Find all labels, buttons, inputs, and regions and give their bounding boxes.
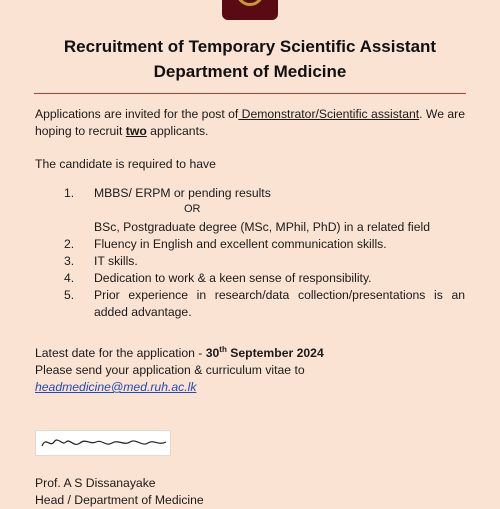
send-instructions: Please send your application & curriculum vitae to	[35, 363, 305, 377]
deadline-line: Latest date for the application - 30th September 2024	[35, 344, 324, 360]
requirements-list	[64, 185, 465, 202]
list-item: 1. MBBS/ ERPM or pending results	[64, 186, 271, 200]
signature-image	[35, 430, 171, 456]
requirements-heading: The candidate is required to have	[35, 157, 216, 171]
list-item: 5. Prior experience in research/data collection/presentations is an added advantage.	[64, 288, 465, 319]
list-item: 3. IT skills.	[64, 254, 138, 268]
signatory-name: Prof. A S Dissanayake	[35, 476, 156, 490]
list-item: 2. Fluency in English and excellent communication skills.	[64, 237, 387, 251]
university-crest-logo	[222, 0, 278, 20]
or-separator: OR	[184, 203, 201, 215]
applicant-count: two	[125, 124, 147, 138]
divider	[34, 93, 466, 94]
list-item: BSc, Postgraduate degree (MSc, MPhil, PhD) in a related field	[94, 220, 430, 234]
list-item: 4. Dedication to work & a keen sense of responsibility.	[64, 271, 372, 285]
email-link[interactable]: headmedicine@med.ruh.ac.lk	[35, 380, 197, 394]
post-name: Demonstrator/Scientific assistant	[238, 107, 420, 121]
page-title: Recruitment of Temporary Scientific Assistant	[63, 37, 437, 56]
signatory-title: Head / Department of Medicine	[35, 493, 204, 507]
department-title: Department of Medicine	[153, 62, 347, 81]
deadline-date: 30th September 2024	[205, 344, 324, 360]
intro-paragraph: Applications are invited for the post of Demonstrator/Scientific assistant. We are hoping to recruit two applicants.	[35, 107, 465, 138]
